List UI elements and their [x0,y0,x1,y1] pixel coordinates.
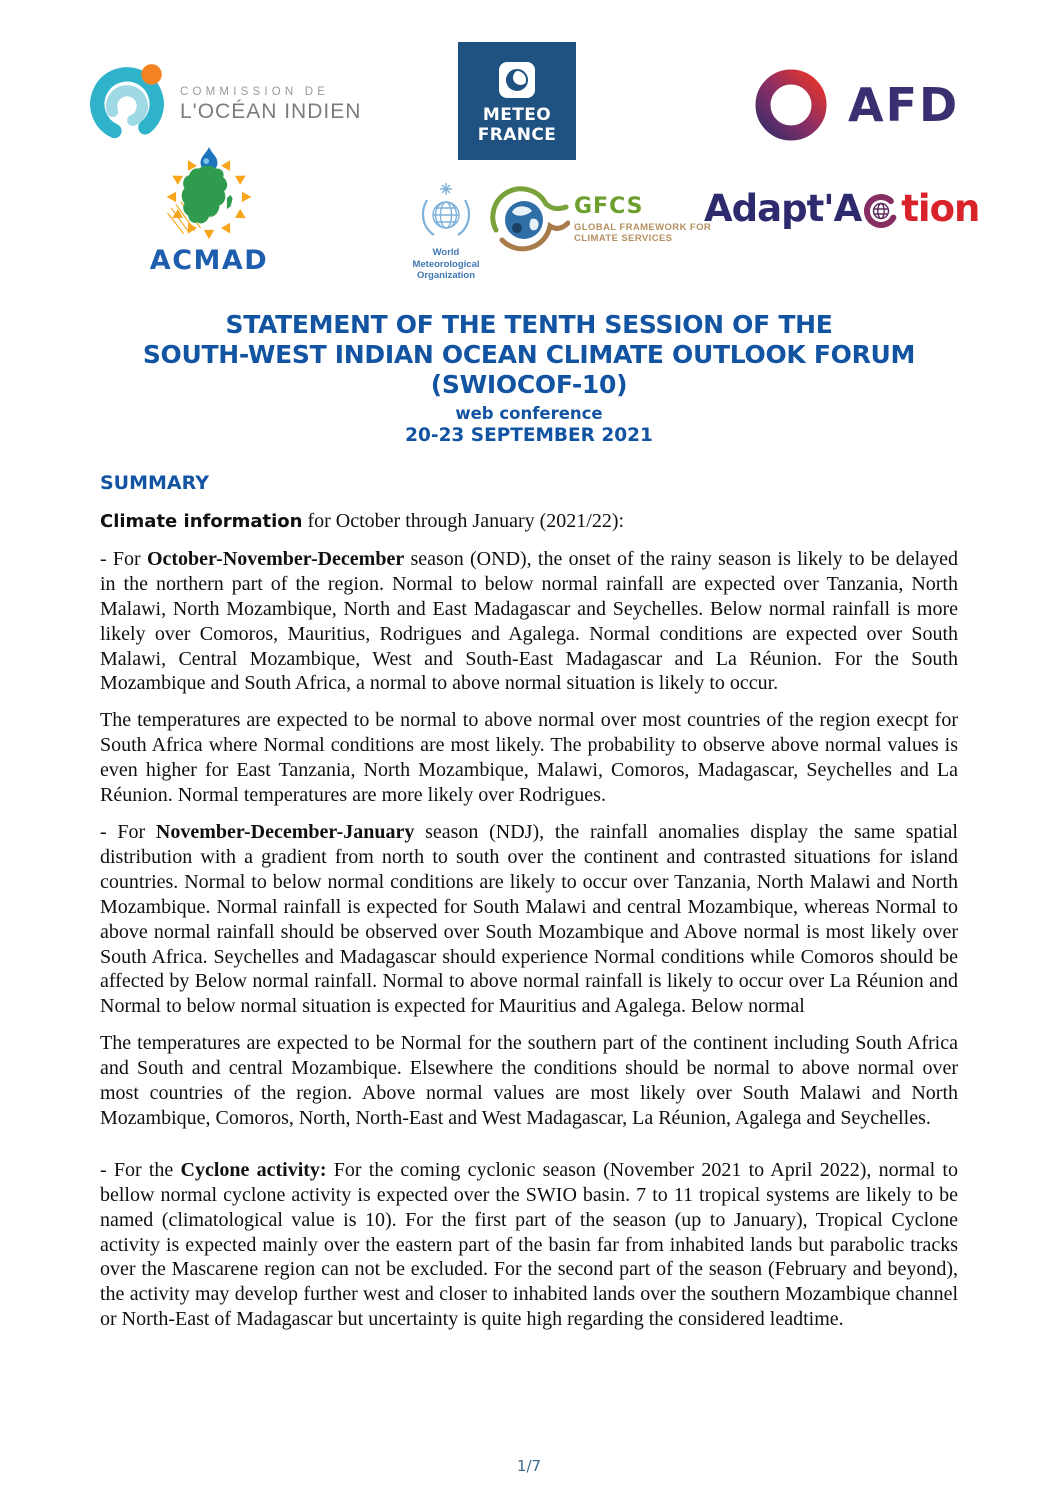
text-run: - For [100,820,156,843]
afd-logo [750,64,959,146]
meteo-france-logo [458,42,576,160]
text-run: Climate information [100,511,303,532]
meteo-france-text [478,105,557,145]
wmo-logo-text [402,247,490,282]
text-run: for October through January (2021/22): [302,510,625,532]
summary-paragraphs [100,509,958,1332]
gfcs-logo-text [574,194,711,245]
coi-logo-line1: COMMISSION DE [180,86,330,98]
adaptaction-logo [704,186,979,230]
text-run: season (OND), the onset of the rainy season is likely to be delayed in the northern part of the region. Normal to below normal rainfall are expected over Tanzania, North Malawi, North Mozambique, North and East Madagascar and Seychelles. Below normal rainfall is more likely over Comoros, Mauritius, Rodrigues and Agalega. Normal conditions are expected over South Malawi, Central Mozambique, West and South-East Madagascar and La Réunion. For the South Mozambique and South Africa, a normal to above normal situation is likely to occur. [100,547,958,695]
paragraph [100,708,958,808]
paragraph [100,509,958,535]
text-run: For the coming cyclonic season (November 2021 to April 2022), normal to bellow normal cyclone activity is expected over the SWIO basin. 7 to 11 tropical systems are likely to be named (climatological value is 10). For the first part of the season (up to January), Tropical Cyclone activity is expected mainly over the eastern part of the basin far from inhabited lands but parabolic tracks over the Mascarene region can not be excluded. For the second part of the season (February and beyond), the activity may develop further west and closer to inhabited lands over the southern Mozambique channel or North-East of Madagascar but uncertainty is quite high regarding the considered leadtime. [100,1158,958,1331]
gfcs-tagline2: CLIMATE SERVICES [574,233,673,244]
wmo-emblem-icon [416,182,476,240]
title-subtitle1: web conference [455,404,603,423]
gfcs-logo [486,184,711,254]
meteo-france-line2: FRANCE [477,125,557,145]
acmad-logo-label: ACMAD [149,245,269,276]
text-run: Cyclone activity: [180,1158,327,1181]
acmad-africa-shape [182,166,228,224]
acmad-africa-icon [156,146,262,244]
adaptaction-globe-c-icon [862,192,900,230]
paragraph [100,1031,958,1131]
wmo-logo [402,182,490,282]
wmo-line2: Meteorological [412,258,480,270]
title-line3: (SWIOCOF-10) [430,370,628,399]
gfcs-globe-icon [486,184,570,254]
afd-ring-icon [750,64,832,146]
coi-logo-text [180,86,361,124]
title-line2: SOUTH-WEST INDIAN OCEAN CLIMATE OUTLOOK FORUM [142,340,916,369]
paragraph [100,547,958,696]
text-run: - For [100,547,147,570]
text-run: The temperatures are expected to be normal to above normal over most countries of the region execpt for South Africa where Normal conditions are most likely. The probability to observe above normal values is even higher for East Tanzania, North Mozambique, Malawi, Comoros, Madagascar, Seychelles and La Réunion. Normal temperatures are more likely over Rodrigues. [100,709,958,807]
acmad-logo [146,146,272,276]
coi-swirl-icon [84,58,170,144]
gfcs-tagline1: GLOBAL FRAMEWORK FOR [574,221,712,233]
coi-logo [84,58,361,144]
text-run: season (NDJ), the rainfall anomalies display the same spatial distribution with a gradient from north to south over the continent and contrasted situations for island countries. Normal to below normal conditions are likely to occur over Tanzania, North Malawi and North Mozambique. Normal rainfall is expected for South Malawi and central Mozambique, whereas Normal to above normal rainfall should be observed over South Mozambique and Above normal is most likely over South Africa. Seychelles and Madagascar should experience Normal conditions while Comoros should be affected by Below normal rainfall. Normal to above normal rainfall is likely to occur over La Réunion and Normal to below normal situation is expected for Mauritius and Agalega. Below normal [100,820,958,1018]
afd-label: AFD [848,78,960,132]
text-run: October-November-December [146,547,405,570]
text-run: - For the [100,1158,181,1181]
gfcs-label: GFCS [574,193,644,219]
paragraph [100,1158,958,1332]
text-run: The temperatures are expected to be Normal for the southern part of the continent including South Africa and South and central Mozambique. Elsewhere the conditions should be normal to above normal over most countries of the region. Above normal values are most likely over South Malawi and North Mozambique, Comoros, North, North-East and West Madagascar, La Réunion, Agalega and Seychelles. [100,1032,958,1129]
coi-logo-line2: L'OCÉAN INDIEN [180,100,362,123]
meteo-france-line1: METEO [482,105,552,125]
page-number: 1/7 [516,1457,542,1475]
title-line1: STATEMENT OF THE TENTH SESSION OF THE [225,310,833,339]
wmo-line1: World [432,247,460,258]
adaptaction-part2: tion [901,186,980,230]
paragraph [100,820,958,1019]
title-subtitle2: 20-23 SEPTEMBER 2021 [405,425,653,446]
document-title [0,310,1058,446]
header-logos [0,0,1058,294]
meteo-france-icon [499,62,535,98]
wmo-line3: Organization [416,270,476,281]
adaptaction-part1: Adapt'A [704,186,862,230]
summary-heading: SUMMARY [100,472,209,494]
text-run: November-December-January [155,820,415,843]
